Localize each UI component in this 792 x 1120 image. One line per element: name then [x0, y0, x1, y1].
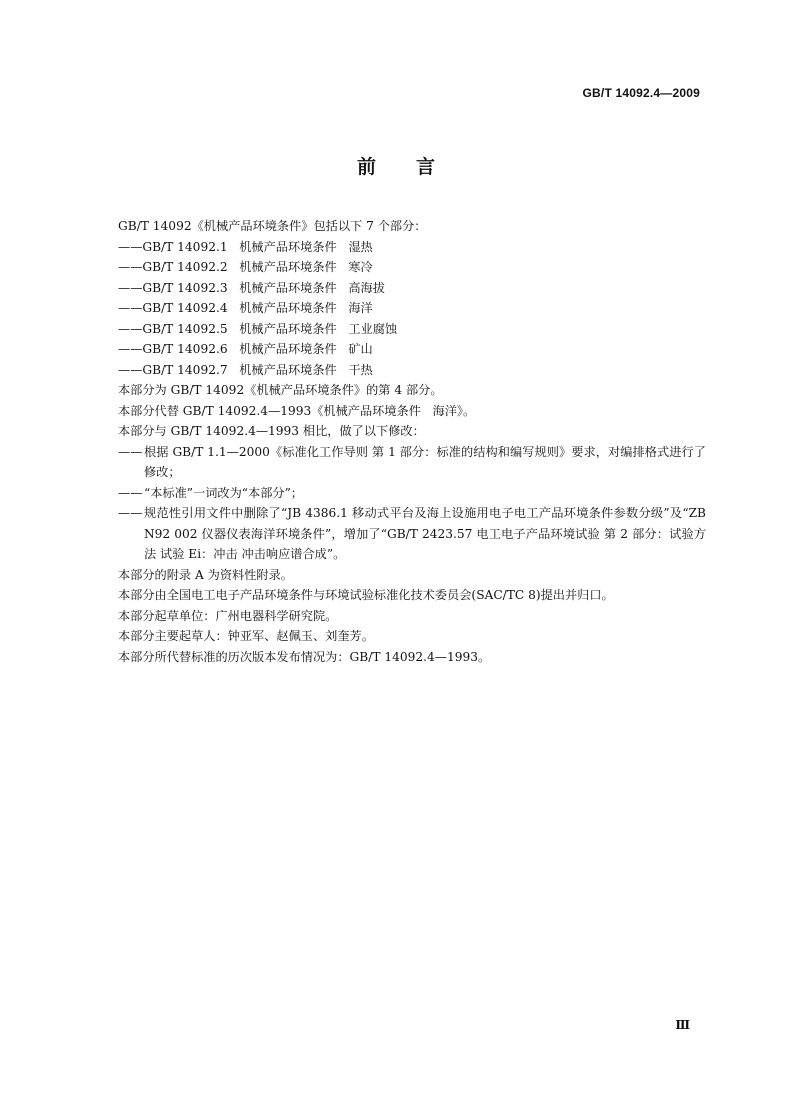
change-dash: —— [118, 444, 143, 459]
change-item [118, 503, 706, 565]
parts-list-item: ——GB/T 14092.2 机械产品环境条件 寒冷 [118, 260, 373, 274]
drafting-unit-paragraph: 本部分起草单位：广州电器科学研究院。 [118, 608, 338, 623]
parts-list [118, 237, 706, 381]
drafters-paragraph: 本部分主要起草人：钟亚军、赵佩玉、刘奎芳。 [118, 629, 374, 643]
parts-list-item: ——GB/T 14092.7 机械产品环境条件 干热 [118, 362, 373, 377]
parts-list-item: ——GB/T 14092.1 机械产品环境条件 湿热 [118, 239, 373, 254]
parts-list-item: ——GB/T 14092.5 机械产品环境条件 工业腐蚀 [118, 321, 398, 336]
foreword-body [118, 216, 706, 667]
page-number: Ⅲ [675, 1018, 690, 1032]
standard-code: GB/T 14092.4—2009 [582, 86, 700, 100]
change-text: “本标准”一词改为“本部分”； [144, 485, 303, 500]
changes-intro-paragraph: 本部分与 GB/T 14092.4—1993 相比，做了以下修改： [118, 424, 425, 438]
parts-list-item: ——GB/T 14092.3 机械产品环境条件 高海拔 [118, 280, 385, 295]
committee-paragraph: 本部分由全国电工电子产品环境条件与环境试验标准化技术委员会(SAC/TC 8)提出并归口。 [118, 588, 614, 602]
change-dash: —— [118, 506, 143, 520]
page-title [0, 152, 792, 179]
parts-list-item: ——GB/T 14092.6 机械产品环境条件 矿山 [118, 342, 373, 356]
change-dash: —— [118, 485, 143, 500]
title-char-1: 前 [356, 156, 376, 178]
change-item [118, 483, 706, 504]
change-text: 根据 GB/T 1.1—2000《标准化工作导则 第 1 部分：标准的结构和编写规则》要求，对编排格式进行了修改； [144, 444, 706, 479]
change-text: 规范性引用文件中删除了“JB 4386.1 移动式平台及海上设施用电子电工产品环境条件参数分级”及“ZB N92 002 仪器仪表海洋环境条件”，增加了“GB/T 2423.57 电工电子产品环境试验 第 2 部分：试验方法 试验 Ei：冲击 冲击响应谱合成”。 [144, 506, 706, 561]
changes-list [118, 442, 706, 565]
intro-paragraph: GB/T 14092《机械产品环境条件》包括以下 7 个部分： [118, 219, 427, 233]
appendix-paragraph: 本部分的附录 A 为资料性附录。 [118, 567, 293, 582]
parts-list-item: ——GB/T 14092.4 机械产品环境条件 海洋 [118, 301, 373, 315]
change-item [118, 442, 706, 483]
replacement-paragraph: 本部分代替 GB/T 14092.4—1993《机械产品环境条件 海洋》。 [118, 403, 476, 418]
title-char-2: 言 [416, 156, 436, 178]
part-number-paragraph: 本部分为 GB/T 14092《机械产品环境条件》的第 4 部分。 [118, 383, 443, 397]
history-paragraph: 本部分所代替标准的历次版本发布情况为：GB/T 14092.4—1993。 [118, 649, 491, 664]
